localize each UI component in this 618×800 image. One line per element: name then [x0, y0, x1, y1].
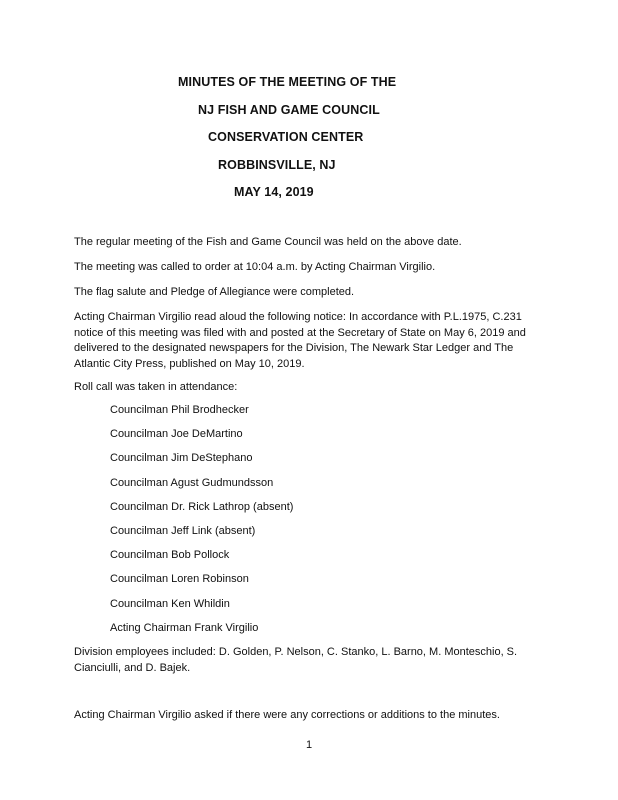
- roll-call-intro: Roll call was taken in attendance:: [74, 381, 238, 393]
- list-item: Councilman Bob Pollock: [110, 549, 230, 562]
- list-item: Councilman Jim DeStephano: [110, 452, 253, 465]
- list-item: Councilman Phil Brodhecker: [110, 404, 249, 416]
- list-item: Councilman Loren Robinson: [110, 573, 249, 586]
- list-item: Councilman Jeff Link (absent): [110, 524, 256, 537]
- paragraph-called-to-order: The meeting was called to order at 10:04 a.m. by Acting Chairman Virgilio.: [74, 261, 436, 273]
- list-item: Councilman Dr. Rick Lathrop (absent): [110, 500, 294, 513]
- document-title-line-1: MINUTES OF THE MEETING OF THE: [178, 75, 397, 89]
- document-title-line-3: CONSERVATION CENTER: [208, 130, 364, 144]
- list-item: Councilman Joe DeMartino: [110, 428, 243, 441]
- document-title-line-4: ROBBINSVILLE, NJ: [218, 158, 336, 172]
- paragraph-notice: Acting Chairman Virgilio read aloud the following notice: In accordance with P.L.1975, C.231 notice of this meeting was filed with and posted at the Secretary of State on May 6, 2019 and delivered to the designated newspapers for the Division, The Newark Star Ledger and The Atlantic City Press, published on May 10, 2019.: [74, 311, 526, 370]
- attendee-list: [110, 403, 293, 645]
- list-item: Acting Chairman Frank Virgilio: [110, 621, 259, 634]
- page-number: 1: [306, 739, 313, 751]
- paragraph-flag-salute: The flag salute and Pledge of Allegiance were completed.: [74, 286, 355, 298]
- list-item: Councilman Agust Gudmundsson: [110, 476, 274, 489]
- paragraph-division-employees: Division employees included: D. Golden, P. Nelson, C. Stanko, L. Barno, M. Monteschio, S. Cianciulli, and D. Bajek.: [74, 646, 518, 674]
- meeting-date: MAY 14, 2019: [234, 185, 314, 199]
- paragraph-minutes-corrections: Acting Chairman Virgilio asked if there were any corrections or additions to the minutes.: [74, 709, 500, 721]
- document-title-line-2: NJ FISH AND GAME COUNCIL: [198, 103, 380, 117]
- list-item: Councilman Ken Whildin: [110, 597, 230, 610]
- paragraph-meeting-held: The regular meeting of the Fish and Game Council was held on the above date.: [74, 236, 462, 248]
